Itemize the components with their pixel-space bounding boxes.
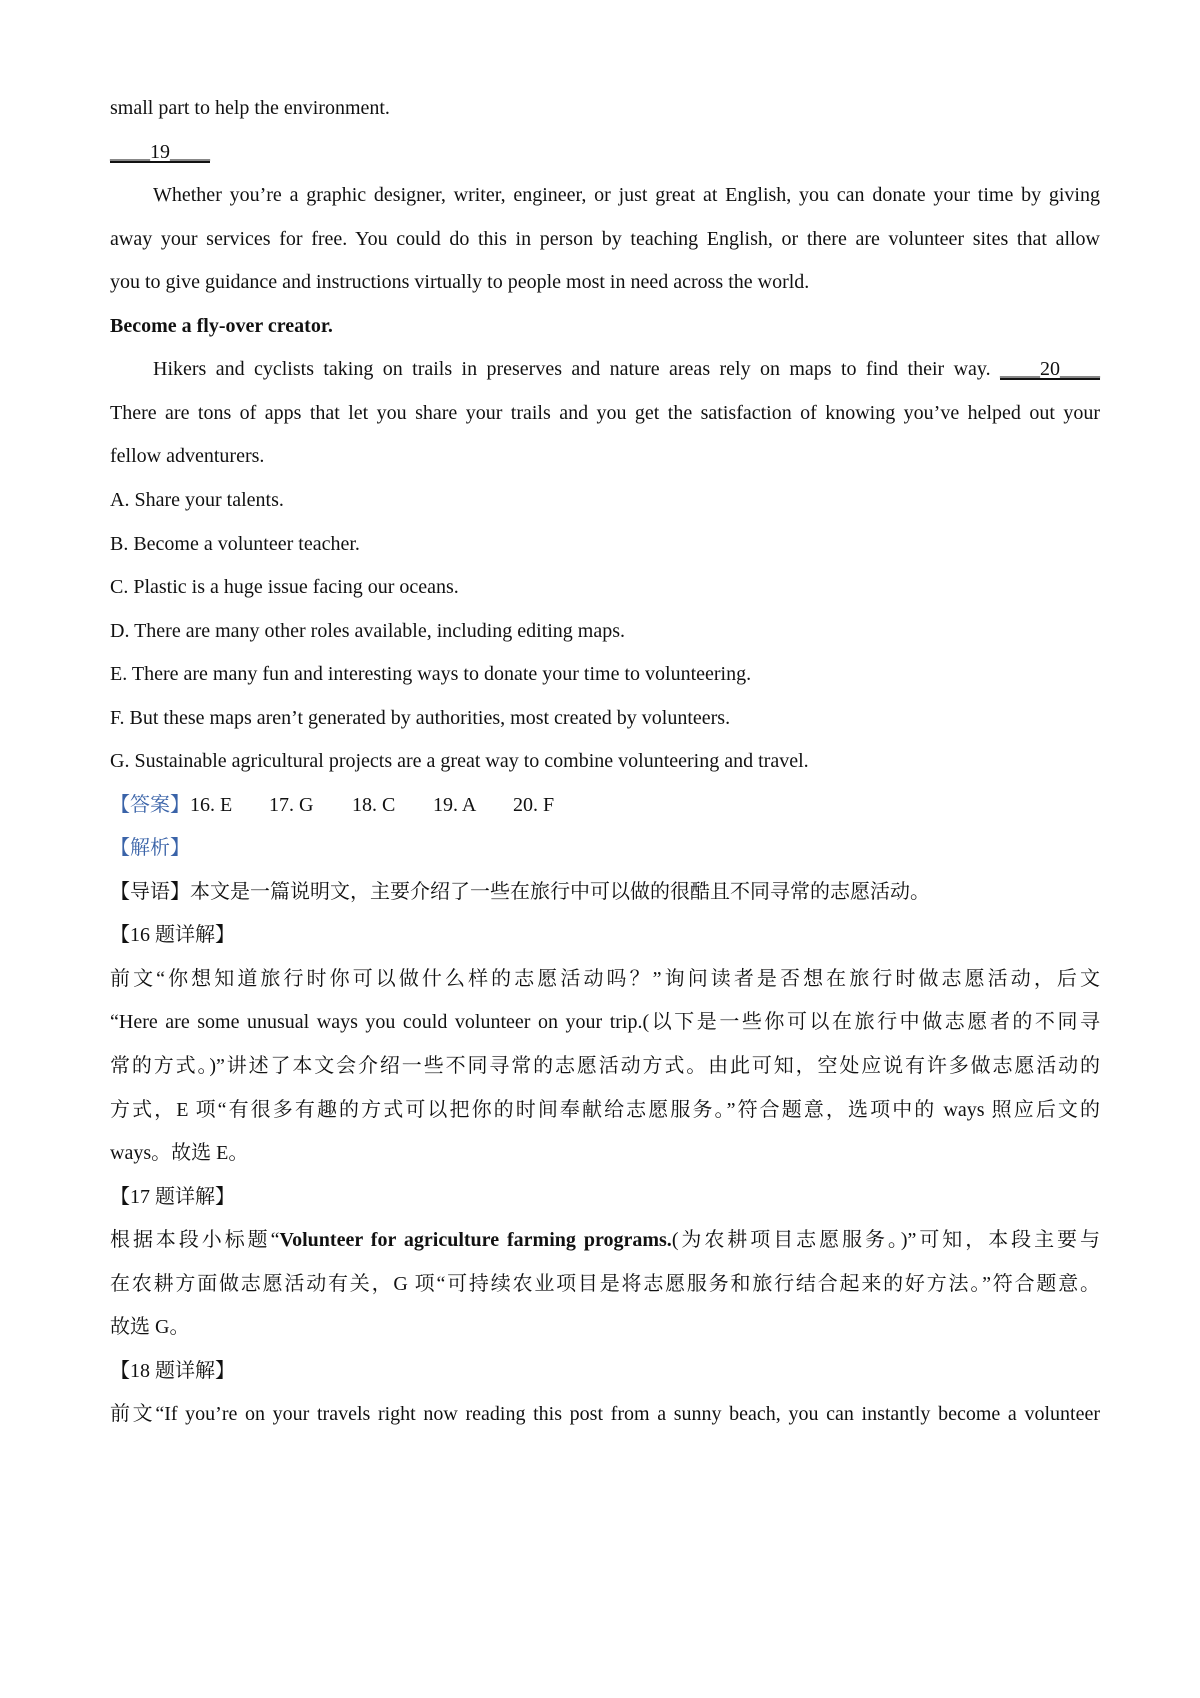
option-e: E. There are many fun and interesting ways to donate your time to volunteering.: [110, 663, 752, 685]
q16-title: 【16 题详解】: [110, 924, 235, 946]
passage-text-line: There are tons of apps that let you share your trails and you get the satisfaction of knowing you’ve helped out your: [110, 402, 1100, 424]
q17-text-line: 根据本段小标题“Volunteer for agriculture farming programs.(为农耕项目志愿服务。)”可知，本段主要与: [110, 1229, 1100, 1251]
answer-item: 16. E: [190, 794, 233, 816]
q16-text-line: 前文“你想知道旅行时你可以做什么样的志愿活动吗？”询问读者是否想在旅行时做志愿活动，后文: [110, 968, 1100, 990]
analysis-label: 【解析】: [110, 837, 190, 859]
passage-text-line: small part to help the environment.: [110, 97, 390, 119]
passage-text-line: fellow adventurers.: [110, 445, 265, 467]
answer-label: 【答案】: [110, 794, 190, 816]
q18-text-line: 前文“If you’re on your travels right now reading this post from a sunny beach, you can instantly become a volunteer: [110, 1403, 1100, 1425]
passage-text-line: Hikers and cyclists taking on trails in preserves and nature areas rely on maps to find their way. ____20____: [153, 358, 1101, 380]
intro-line: 【导语】本文是一篇说明文，主要介绍了一些在旅行中可以做的很酷且不同寻常的志愿活动。: [110, 881, 930, 903]
answer-line: [110, 791, 1100, 819]
blank-19: ____19____: [110, 141, 210, 163]
q17-subheading-quote: Volunteer for agriculture farming programs.: [279, 1229, 672, 1251]
passage-text-line: away your services for free. You could do this in person by teaching English, or there are volunteer sites that allow: [110, 228, 1100, 250]
section-heading: Become a fly-over creator.: [110, 315, 333, 337]
q16-text-line: 方式，E 项“有很多有趣的方式可以把你的时间奉献给志愿服务。”符合题意，选项中的 ways 照应后文的: [110, 1099, 1100, 1121]
answer-item: 17. G: [269, 794, 314, 816]
option-g: G. Sustainable agricultural projects are a great way to combine volunteering and travel.: [110, 750, 809, 772]
q16-text-line: “Here are some unusual ways you could volunteer on your trip.(以下是一些你可以在旅行中做志愿者的不同寻: [110, 1011, 1100, 1033]
option-a: A. Share your talents.: [110, 489, 284, 511]
q16-text-line: 常的方式。)”讲述了本文会介绍一些不同寻常的志愿活动方式。由此可知，空处应说有许多做志愿活动的: [110, 1055, 1100, 1077]
option-d: D. There are many other roles available, including editing maps.: [110, 620, 626, 642]
passage-text-line: you to give guidance and instructions virtually to people most in need across the world.: [110, 271, 810, 293]
answer-item: 18. C: [352, 794, 396, 816]
option-c: C. Plastic is a huge issue facing our oceans.: [110, 576, 459, 598]
passage-text-line: Whether you’re a graphic designer, writer, engineer, or just great at English, you can donate your time by giving: [153, 184, 1100, 206]
answer-item: 20. F: [513, 794, 555, 816]
blank-20: ____20____: [1000, 358, 1101, 380]
q17-text-line: 在农耕方面做志愿活动有关，G 项“可持续农业项目是将志愿服务和旅行结合起来的好方法。”符合题意。: [110, 1273, 1100, 1295]
answer-item: 19. A: [433, 794, 477, 816]
option-f: F. But these maps aren’t generated by authorities, most created by volunteers.: [110, 707, 731, 729]
q17-text-line: 故选 G。: [110, 1316, 190, 1338]
q17-title: 【17 题详解】: [110, 1186, 235, 1208]
option-b: B. Become a volunteer teacher.: [110, 533, 360, 555]
q18-title: 【18 题详解】: [110, 1360, 235, 1382]
q16-text-line: ways。故选 E。: [110, 1142, 249, 1164]
